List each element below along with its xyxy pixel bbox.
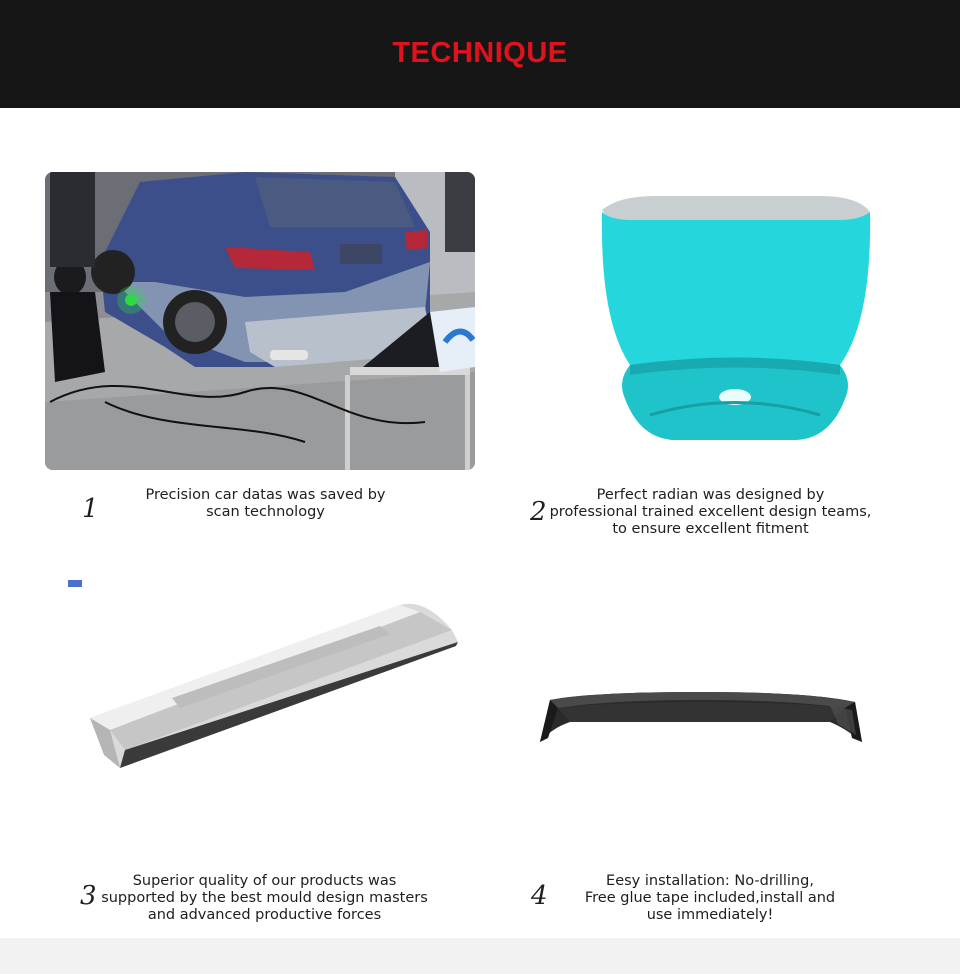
caption-line: use immediately! bbox=[646, 907, 774, 923]
caption-line: scan technology bbox=[206, 504, 325, 520]
section-title: TECHNIQUE bbox=[392, 37, 568, 69]
image-tag bbox=[68, 580, 82, 587]
caption-line: Precision car datas was saved by bbox=[145, 487, 386, 503]
caption-line: Superior quality of our products was bbox=[132, 873, 397, 889]
step-3-caption bbox=[98, 873, 431, 924]
step-number-1: 1 bbox=[82, 494, 99, 524]
caption-line: Eesy installation: No-drilling, bbox=[606, 873, 814, 889]
step-number-4: 4 bbox=[531, 881, 548, 911]
step-number-3: 3 bbox=[80, 881, 97, 911]
header-banner bbox=[0, 0, 960, 108]
footer-strip bbox=[0, 938, 960, 974]
caption-line: professional trained excellent design teams, bbox=[549, 504, 872, 520]
caption-line: supported by the best mould design masters bbox=[101, 890, 428, 906]
caption-line: and advanced productive forces bbox=[147, 907, 382, 923]
tailgate-render bbox=[590, 190, 880, 450]
step-4-caption bbox=[575, 873, 845, 924]
caption-line: Perfect radian was designed by bbox=[596, 487, 825, 503]
caption-line: to ensure excellent fitment bbox=[612, 521, 809, 537]
silver-spoiler-image bbox=[80, 590, 470, 780]
carbon-spoiler-image bbox=[530, 680, 870, 760]
step-2-caption bbox=[548, 487, 873, 538]
step-number-2: 2 bbox=[530, 497, 547, 527]
caption-line: Free glue tape included,install and bbox=[584, 890, 836, 906]
car-scan-photo bbox=[45, 172, 475, 470]
step-1-caption bbox=[128, 487, 403, 521]
